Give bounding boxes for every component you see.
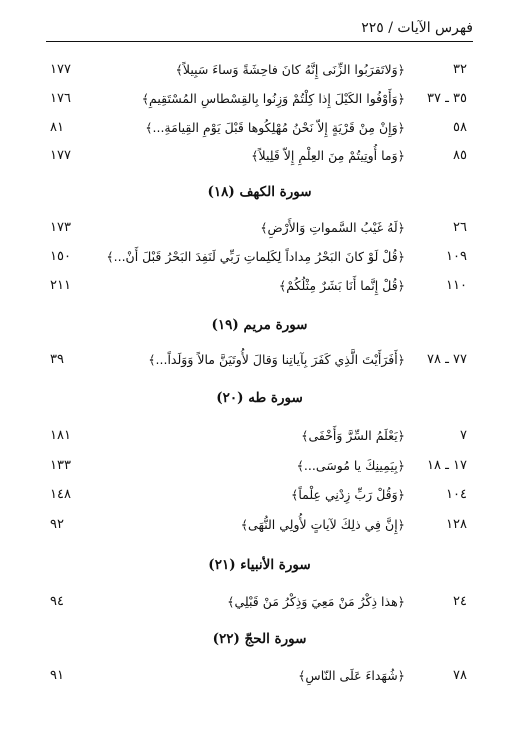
page-number: ١٧٧	[50, 148, 71, 163]
verse-text: ﴿إِنَّ فِي ذلِكَ لآياتٍ لأُولِي النُّهَى﴾	[240, 517, 405, 532]
verse-row	[44, 424, 475, 448]
verse-row	[44, 216, 475, 240]
page-header: فهرس الآيات / ٢٢٥	[46, 17, 473, 42]
page-number: ١٥٠	[50, 249, 71, 264]
verse-row	[44, 245, 475, 269]
verse-number: ٥٨	[453, 120, 467, 135]
page-number: ٣٩	[50, 352, 64, 367]
page-number: ٩٤	[50, 594, 64, 609]
verse-row	[44, 483, 475, 507]
verse-text: ﴿وَلاتَقرَبُوا الزِّنَى إِنَّهُ كانَ فاحِشَةً وَساءَ سَبِيلاً﴾	[175, 62, 405, 77]
verse-number: ٧	[460, 428, 467, 443]
page-number: ١٣٣	[50, 458, 71, 473]
verse-number: ٢٦	[453, 220, 467, 235]
verse-row	[44, 116, 475, 140]
verse-number: ٣٥ ـ ٣٧	[426, 91, 467, 106]
verse-text: ﴿قُلْ لَوْ كانَ البَحْرُ مِداداً لِكَلِماتِ رَبِّي لَنَفِدَ البَحْرُ قَبْلَ أَنْ...﴾	[106, 249, 405, 264]
surah-heading: سورة الكهف (١٨)	[207, 184, 312, 200]
verse-number: ٧٨	[453, 668, 467, 683]
surah-heading: سورة الأنبياء (٢١)	[208, 557, 311, 573]
page-number: ١٤٨	[50, 487, 71, 502]
page-number: ٩١	[50, 668, 64, 683]
verse-text: ﴿بِيَمِينِكَ يا مُوسَى...﴾	[296, 458, 405, 473]
verse-text: ﴿وَقُلْ رَبِّ زِدْنِي عِلْماً﴾	[291, 487, 405, 502]
verse-number: ٢٤	[453, 594, 467, 609]
page-number: ١٧٧	[50, 62, 71, 77]
verse-row	[44, 513, 475, 537]
verse-text: ﴿لَهُ غَيْبُ السَّمواتِ وَالأَرْضِ﴾	[260, 220, 405, 235]
verse-row	[44, 87, 475, 111]
verse-row	[44, 58, 475, 82]
verse-row	[44, 274, 475, 298]
verse-row	[44, 454, 475, 478]
verse-row	[44, 348, 475, 372]
verse-number: ١٧ ـ ١٨	[426, 458, 467, 473]
page-number: ١٧٦	[50, 91, 71, 106]
verse-number: ١٢٨	[446, 517, 467, 532]
verse-number: ٣٢	[453, 62, 467, 77]
page-number: ٩٢	[50, 517, 64, 532]
verse-text: ﴿يَعْلَمُ السِّرَّ وَأَخْفَى﴾	[301, 428, 405, 443]
page-number: ٢١١	[50, 278, 71, 293]
verse-row	[44, 664, 475, 688]
surah-heading: سورة الحجّ (٢٢)	[212, 631, 307, 647]
verse-text: ﴿وَما أُوتِيتُمْ مِنَ العِلْمِ إِلاّ قَلِيلاً﴾	[251, 148, 405, 163]
verse-number: ١٠٤	[446, 487, 467, 502]
verse-row	[44, 590, 475, 614]
verse-text: ﴿هذا ذِكْرُ مَنْ مَعِيَ وَذِكْرُ مَنْ قَبْلِي﴾	[227, 594, 405, 609]
verse-row	[44, 144, 475, 168]
verse-text: ﴿شُهَداءَ عَلَى النّاسِ﴾	[298, 668, 405, 683]
verse-text: ﴿أَفَرَأَيْتَ الَّذِي كَفَرَ بِآياتِنا وَقالَ لأُوتَيَنَّ مالاً وَوَلَداً...﴾	[148, 352, 405, 367]
verse-text: ﴿وَإِنْ مِنْ قَرْيَةٍ إِلاّ نَحْنُ مُهْلِكُوها قَبْلَ يَوْمِ القِيامَةِ...﴾	[145, 120, 405, 135]
verse-number: ١١٠	[446, 278, 467, 293]
verse-number: ٧٧ ـ ٧٨	[426, 352, 467, 367]
page-number: ٨١	[50, 120, 64, 135]
page-number: ١٧٣	[50, 220, 71, 235]
verse-text: ﴿قُلْ إِنَّما أَنَا بَشَرٌ مِثْلُكُمْ﴾	[278, 278, 405, 293]
surah-heading: سورة طه (٢٠)	[216, 390, 303, 406]
page-number: ١٨١	[50, 428, 71, 443]
verse-number: ٨٥	[453, 148, 467, 163]
verse-number: ١٠٩	[446, 249, 467, 264]
surah-heading: سورة مريم (١٩)	[211, 317, 308, 333]
verse-text: ﴿وَأَوْفُوا الكَيْلَ إِذا كِلْتُمْ وَزِنُوا بِالقِسْطاسِ المُسْتَقِيمِ﴾	[141, 91, 405, 106]
